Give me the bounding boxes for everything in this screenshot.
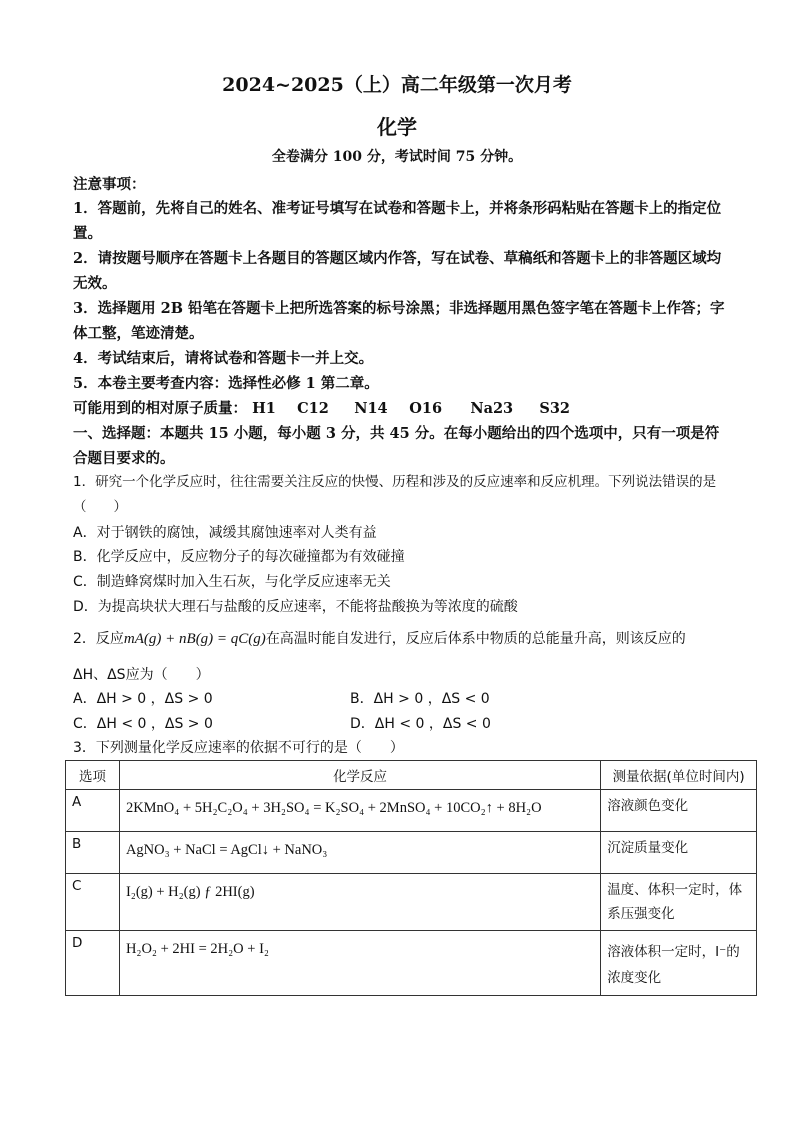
q1-option-c: C．制造蜂窝煤时加入生石灰，与化学反应速率无关 bbox=[73, 574, 391, 590]
row-option: B bbox=[66, 832, 120, 874]
row-reaction: I₂(g) + H₂(g) ƒ 2HI(g) bbox=[119, 874, 600, 931]
table-row bbox=[66, 832, 757, 874]
q2-stem bbox=[73, 628, 686, 648]
mass-h: H1 bbox=[252, 400, 276, 417]
atomic-mass-label: 可能用到的相对原子质量： bbox=[73, 400, 247, 417]
row-option: A bbox=[66, 790, 120, 832]
q2-option-d: D．ΔH < 0 ，ΔS < 0 bbox=[350, 716, 491, 732]
q1-option-d: D．为提高块状大理石与盐酸的反应速率，不能将盐酸换为等浓度的硫酸 bbox=[73, 599, 518, 615]
note-item-3: 3．选择题用 2B 铅笔在答题卡上把所选答案的标号涂黑；非选择题用黑色签字笔在答题卡上作答；字体工整，笔迹清楚。 bbox=[73, 300, 725, 342]
row-reaction: H₂O₂ + 2HI = 2H₂O + I₂ bbox=[119, 931, 600, 996]
mass-n: N14 bbox=[354, 400, 388, 417]
table-row bbox=[66, 790, 757, 832]
row-basis: 溶液颜色变化 bbox=[601, 790, 757, 832]
exam-title: 2024~2025（上）高二年级第一次月考 bbox=[222, 74, 572, 96]
mass-c: C12 bbox=[297, 400, 329, 417]
q1-stem: 1．研究一个化学反应时，往往需要关注反应的快慢、历程和涉及的反应速率和反应机理。下列说法错误的是（ ） bbox=[73, 474, 717, 515]
row-basis: 温度、体积一定时，体系压强变化 bbox=[601, 874, 757, 931]
table-row bbox=[66, 874, 757, 931]
q2-option-a: A．ΔH > 0 ，ΔS > 0 bbox=[73, 691, 213, 707]
q1-option-b: B．化学反应中，反应物分子的每次碰撞都为有效碰撞 bbox=[73, 549, 405, 565]
header-reaction: 化学反应 bbox=[119, 761, 600, 790]
q2-equation: mA(g) + nB(g) = qC(g) bbox=[123, 631, 266, 647]
subject-title: 化学 bbox=[377, 115, 417, 139]
q3-table bbox=[65, 760, 757, 996]
header-option: 选项 bbox=[66, 761, 120, 790]
row-option: C bbox=[66, 874, 120, 931]
row-reaction: AgNO₃ + NaCl = AgCl↓ + NaNO₃ bbox=[119, 832, 600, 874]
note-item-1: 1．答题前，先将自己的姓名、准考证号填写在试卷和答题卡上，并将条形码粘贴在答题卡上的指定位置。 bbox=[73, 200, 722, 242]
header-basis: 测量依据(单位时间内) bbox=[601, 761, 757, 790]
q3-table-header bbox=[66, 761, 757, 790]
mass-na: Na23 bbox=[470, 400, 514, 417]
q2-prefix: 2．反应 bbox=[73, 631, 124, 647]
exam-info: 全卷满分 100 分，考试时间 75 分钟。 bbox=[271, 149, 523, 165]
note-item-2: 2．请按题号顺序在答题卡上各题目的答题区域内作答，写在试卷、草稿纸和答题卡上的非答题区域均无效。 bbox=[73, 250, 722, 292]
mass-o: O16 bbox=[409, 400, 443, 417]
row-basis: 沉淀质量变化 bbox=[601, 832, 757, 874]
table-row bbox=[66, 931, 757, 996]
note-item-4: 4．考试结束后，请将试卷和答题卡一并上交。 bbox=[73, 350, 374, 367]
q2-line2: ΔH、ΔS应为（ ） bbox=[73, 667, 210, 683]
q2-option-c: C．ΔH < 0 ，ΔS > 0 bbox=[73, 716, 213, 732]
q1-option-a: A．对于钢铁的腐蚀，减缓其腐蚀速率对人类有益 bbox=[73, 525, 377, 541]
mass-s: S32 bbox=[539, 400, 571, 417]
atomic-mass-line bbox=[73, 396, 570, 421]
row-option: D bbox=[66, 931, 120, 996]
section1-heading: 一、选择题：本题共 15 小题，每小题 3 分，共 45 分。在每小题给出的四个选项中，只有一项是符合题目要求的。 bbox=[73, 425, 720, 467]
row-basis: 溶液体积一定时，I⁻的浓度变化 bbox=[601, 931, 757, 996]
note-item-5: 5．本卷主要考查内容：选择性必修 1 第二章。 bbox=[73, 375, 379, 392]
q3-stem: 3．下列测量化学反应速率的依据不可行的是（ ） bbox=[73, 740, 404, 756]
q2-option-b: B．ΔH > 0 ，ΔS < 0 bbox=[350, 691, 490, 707]
row-reaction: 2KMnO₄ + 5H₂C₂O₄ + 3H₂SO₄ = K₂SO₄ + 2MnSO₄ + 10CO₂↑ + 8H₂O bbox=[119, 790, 600, 832]
q2-suffix: 在高温时能自发进行，反应后体系中物质的总能量升高，则该反应的 bbox=[265, 631, 686, 647]
notes-heading: 注意事项： bbox=[73, 176, 146, 193]
